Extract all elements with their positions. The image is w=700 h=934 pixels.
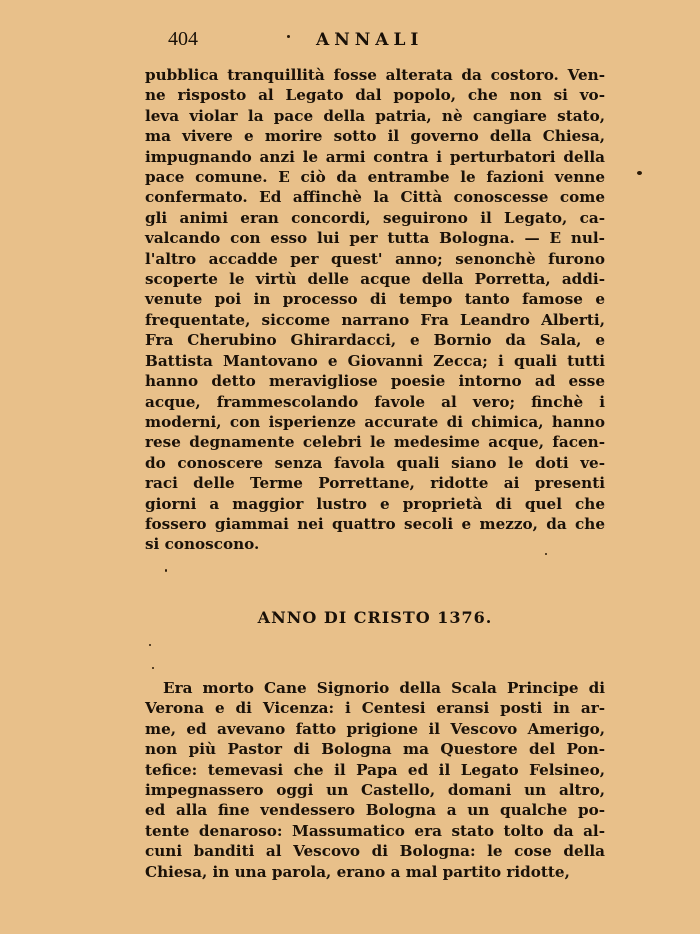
text-line: Era morto Cane Signorio della Scala Principe di xyxy=(163,679,605,697)
text-line: giorni a maggior lustro e proprietà di quel che xyxy=(145,494,605,513)
text-line: confermato. Ed affinchè la Città conoscesse come xyxy=(145,188,605,207)
text-line: scoperte le virtù delle acque della Porretta, addi- xyxy=(145,270,605,289)
text-line: ne risposto al Legato dal popolo, che non si vo- xyxy=(145,86,605,105)
text-line: tefice: temevasi che il Papa ed il Legato Felsineo, xyxy=(145,760,605,779)
text-line: ed alla fine vendessero Bologna a un qualche po- xyxy=(145,801,605,820)
print-speck xyxy=(165,569,167,572)
text-line: valcando con esso lui per tutta Bologna. — E nul- xyxy=(145,229,605,248)
running-head: ANNALI xyxy=(316,30,424,50)
text-line: venute poi in processo di tempo tanto famose e xyxy=(145,290,605,309)
text-line: cuni banditi al Vescovo di Bologna: le cose della xyxy=(145,842,605,861)
print-speck xyxy=(287,35,290,38)
text-line: Chiesa, in una parola, erano a mal partito ridotte, xyxy=(145,862,570,881)
print-speck xyxy=(149,644,151,646)
print-speck xyxy=(637,171,642,175)
text-line: tente denaroso: Massumatico era stato tolto da al- xyxy=(145,821,605,840)
text-line: gli animi eran concordi, seguirono il Legato, ca- xyxy=(145,208,605,227)
text-line: frequentate, siccome narrano Fra Leandro Alberti, xyxy=(145,310,605,329)
text-line: ma vivere e morire sotto il governo della Chiesa, xyxy=(145,127,605,146)
text-line: non più Pastor di Bologna ma Questore del Pon- xyxy=(145,740,605,759)
text-line: impegnassero oggi un Castello, domani un altro, xyxy=(145,781,605,800)
text-line: raci delle Terme Porrettane, ridotte ai presenti xyxy=(145,474,605,493)
text-line: do conoscere senza favola quali siano le doti ve- xyxy=(145,453,605,472)
text-line: Verona e di Vicenza: i Centesi eransi posti in ar- xyxy=(145,699,605,718)
text-line: me, ed avevano fatto prigione il Vescovo Amerigo, xyxy=(145,719,605,738)
text-line: si conoscono. xyxy=(145,535,260,554)
print-speck xyxy=(152,667,154,669)
text-line: acque, frammescolando favole al vero; finchè i xyxy=(145,392,605,411)
text-line: Battista Mantovano e Giovanni Zecca; i quali tutti xyxy=(145,351,605,370)
paragraph-2 xyxy=(145,678,605,882)
print-speck xyxy=(545,553,547,555)
text-line: impugnando anzi le armi contra i perturbatori della xyxy=(145,147,605,166)
text-line: Fra Cherubino Ghirardacci, e Bornio da Sala, e xyxy=(145,331,605,350)
text-line: rese degnamente celebri le medesime acque, facen- xyxy=(145,433,605,452)
section-heading: ANNO DI CRISTO 1376. xyxy=(257,608,493,627)
text-line: hanno detto meravigliose poesie intorno ad esse xyxy=(145,372,605,391)
text-line: moderni, con isperienze accurate di chimica, hanno xyxy=(145,412,605,431)
text-line: pubblica tranquillità fosse alterata da costoro. Ven- xyxy=(145,66,605,84)
text-line: leva violar la pace della patria, nè cangiare stato, xyxy=(145,106,605,125)
text-line: pace comune. E ciò da entrambe le fazioni venne xyxy=(145,168,605,187)
page-number: 404 xyxy=(168,28,198,50)
paragraph-1 xyxy=(145,65,605,555)
text-line: fossero giammai nei quattro secoli e mezzo, da che xyxy=(145,514,605,533)
page-header xyxy=(168,28,468,56)
text-line: l'altro accadde per quest' anno; senonchè furono xyxy=(145,249,605,268)
